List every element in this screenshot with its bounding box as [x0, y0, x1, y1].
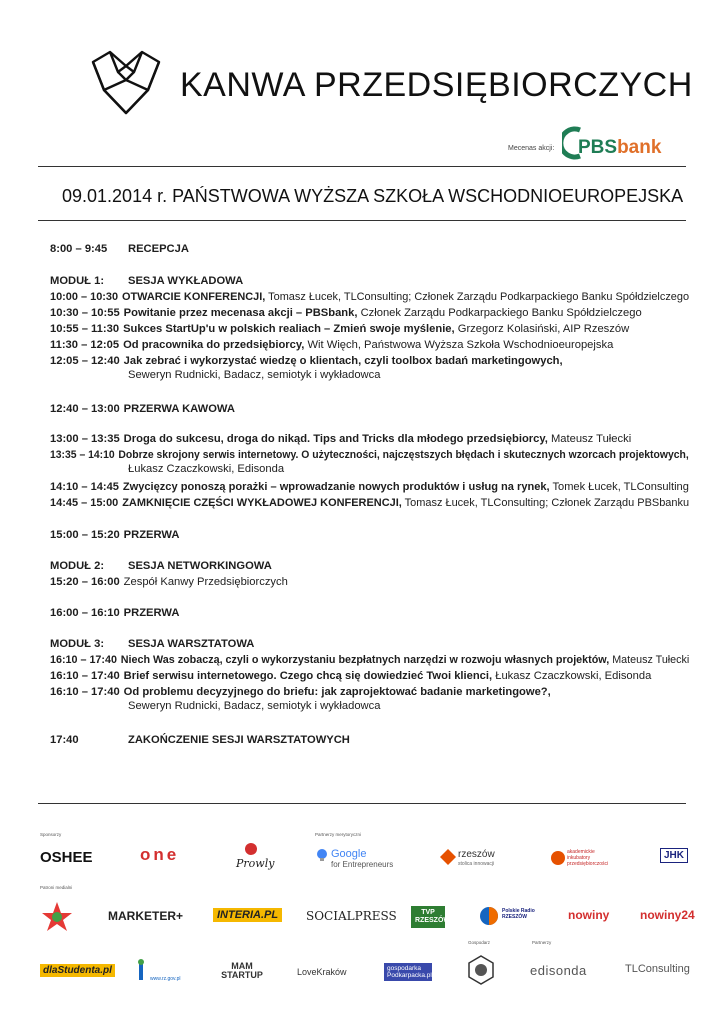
agenda-row	[50, 479, 689, 495]
agenda-detail: Seweryn Rudnicki, Badacz, semiotyk i wykładowca	[128, 369, 381, 381]
divider	[38, 803, 686, 804]
sponsor-rzeszow-sub: stolica innowacji	[458, 861, 495, 867]
agenda-detail: Mateusz Tułecki	[609, 654, 690, 666]
agenda-title: OTWARCIE KONFERENCJI,	[121, 291, 266, 303]
divider	[38, 220, 686, 221]
patron-name-b: bank	[617, 137, 662, 158]
media-gospodarka: gospodarka Podkarpacka.pl	[384, 963, 432, 981]
agenda-row	[50, 558, 272, 574]
agenda-detail: Łukasz Czaczkowski, Edisonda	[492, 670, 652, 682]
event-headline: 09.01.2014 r. PAŃSTWOWA WYŻSZA SZKOŁA WSCHODNIOEUROPEJSKA	[62, 186, 684, 206]
patron-name-a: PBS	[578, 137, 618, 158]
agenda-detail: Seweryn Rudnicki, Badacz, semiotyk i wykładowca	[128, 700, 381, 712]
agenda-title: ZAKOŃCZENIE SESJI WARSZTATOWYCH	[128, 734, 350, 746]
media-marketer: MARKETER+	[108, 909, 184, 923]
partner-tlconsulting: TLConsulting	[625, 963, 690, 975]
kanwa-logo-icon	[90, 50, 162, 116]
agenda-title: Zwycięzcy ponoszą porażki – wprowadzanie nowych produktów i usług na rynek,	[122, 481, 550, 493]
agenda-time: 11:30 – 12:05	[50, 339, 120, 351]
agenda-detail: Tomasz Łucek, TLConsulting; Członek Zarządu Podkarpackiego Banku Spółdzielczego	[265, 291, 690, 303]
agenda-time: 16:10 – 17:40	[50, 654, 117, 666]
agenda-title: Powitanie przez mecenasa akcji – PBSbank,	[123, 307, 358, 319]
agenda-time: 12:05 – 12:40	[50, 355, 120, 367]
agenda-title: PRZERWA	[123, 607, 180, 619]
agenda-row	[50, 527, 179, 543]
agenda-title: Od pracownika do przedsiębiorcy,	[123, 339, 305, 351]
agenda-time: 14:10 – 14:45	[50, 481, 119, 493]
agenda-time: 10:55 – 11:30	[50, 323, 120, 335]
media-socialpress: SOCIALPRESS	[306, 909, 397, 923]
partners-label: Partnerzy merytoryczni	[315, 832, 362, 837]
agenda-detail: Tomek Łucek, TLConsulting	[549, 481, 689, 493]
agenda-detail: Wit Więch, Państwowa Wyższa Szkoła Wschodnioeuropejska	[304, 339, 614, 351]
agenda-title: ZAMKNIĘCIE CZĘŚCI WYKŁADOWEJ KONFERENCJI,	[122, 497, 402, 509]
agenda-time: 10:30 – 10:55	[50, 307, 120, 319]
agenda-title: Jak zebrać i wykorzystać wiedzę o klientach, czyli toolbox badań marketingowych,	[123, 355, 563, 367]
media-label: Patroni medialni	[40, 885, 73, 890]
agenda-row	[50, 353, 563, 369]
media-interia: INTERIA.PL	[213, 908, 282, 922]
agenda-row	[50, 289, 689, 305]
agenda-title: SESJA WYKŁADOWA	[128, 275, 244, 287]
sponsor-prowly: Prowly	[236, 857, 275, 870]
agenda-time: MODUŁ 1:	[50, 275, 105, 287]
agenda-time: 13:00 – 13:35	[50, 433, 120, 445]
aip-icon	[550, 850, 566, 866]
sponsor-jhk: JHK	[660, 848, 688, 863]
sponsor-google-sub: for Entrepreneurs	[331, 860, 394, 869]
agenda-title: PRZERWA KAWOWA	[123, 403, 235, 415]
agenda-row	[50, 668, 651, 684]
agenda-time: 16:10 – 17:40	[50, 670, 120, 682]
agenda-title: PRZERWA	[123, 529, 180, 541]
agenda-time: 14:45 – 15:00	[50, 497, 119, 509]
agenda-title: Droga do sukcesu, droga do nikąd. Tips and Tricks dla młodego przedsiębiorcy,	[123, 433, 548, 445]
agenda-row	[50, 636, 254, 652]
radio-icon	[479, 906, 499, 926]
google-bulb-icon	[315, 848, 329, 862]
media-star-icon	[40, 900, 74, 934]
rzeszow-icon	[440, 849, 456, 865]
sponsor-aip: akademickie inkubatory przedsiębiorczości	[567, 849, 609, 867]
rz-gov-icon	[132, 958, 150, 982]
agenda-row	[50, 241, 189, 257]
media-nowiny24: nowiny24	[640, 908, 695, 922]
prowly-icon	[244, 842, 258, 856]
agenda-detail: Łukasz Czaczkowski, Edisonda	[128, 463, 285, 475]
media-tvp: TVP RZESZÓW	[411, 906, 445, 928]
agenda-row	[50, 574, 288, 590]
agenda-title: Od problemu decyzyjnego do briefu: jak zaprojektować badanie marketingowe?,	[123, 686, 551, 698]
agenda-detail: Zespół Kanwy Przedsiębiorczych	[123, 576, 288, 588]
patron-label: Mecenas akcji:	[508, 145, 555, 152]
sponsors-label: Sponsorzy	[40, 832, 62, 837]
agenda-row	[50, 684, 551, 700]
agenda-title: SESJA WARSZTATOWA	[128, 638, 255, 650]
divider	[38, 166, 686, 167]
agenda-row	[50, 495, 689, 511]
agenda-time: 15:00 – 15:20	[50, 529, 120, 541]
media-nowiny: nowiny	[568, 908, 610, 922]
sponsor-oshee: OSHEE	[40, 849, 93, 866]
sponsor-rzeszow: rzeszów	[458, 849, 495, 860]
agenda-title: SESJA NETWORKINGOWA	[128, 560, 272, 572]
agenda-time: MODUŁ 2:	[50, 560, 105, 572]
agenda-title: Brief serwisu internetowego. Czego chcą się dowiedzieć Twoi klienci,	[123, 670, 493, 682]
agenda-row	[50, 605, 179, 621]
agenda-time: 17:40	[50, 734, 79, 746]
agenda-row	[50, 305, 642, 321]
agenda-time: 8:00 – 9:45	[50, 243, 108, 255]
agenda-row-continuation	[128, 369, 380, 381]
partners2-label: Partnerzy	[532, 940, 552, 945]
partner-edisonda: edisonda	[530, 963, 587, 978]
agenda-row	[50, 652, 689, 668]
agenda-time: MODUŁ 3:	[50, 638, 105, 650]
agenda-title: Dobrze skrojony serwis internetowy. O użyteczności, najczęstszych błędach i skutecznych wzorcach projektowych,	[118, 449, 689, 461]
agenda-detail: Tomasz Łucek, TLConsulting; Członek Zarządu PBSbanku	[401, 497, 690, 509]
host-label: Gospodarz	[468, 940, 491, 945]
agenda-row	[50, 337, 613, 353]
agenda-detail: Grzegorz Kolasiński, AIP Rzeszów	[454, 323, 630, 335]
media-mamstartup: MAM STARTUP	[221, 961, 263, 980]
agenda-title: RECEPCJA	[128, 243, 189, 255]
agenda-row	[50, 321, 629, 337]
agenda-time: 15:20 – 16:00	[50, 576, 120, 588]
agenda-detail: Mateusz Tułecki	[547, 433, 632, 445]
host-crest-icon	[468, 955, 494, 985]
agenda-time: 16:10 – 17:40	[50, 686, 120, 698]
agenda-row	[50, 431, 631, 447]
sponsor-one: one	[140, 845, 180, 864]
agenda-row	[50, 732, 350, 748]
page-title: KANWA PRZEDSIĘBIORCZYCH	[180, 66, 693, 104]
agenda-row	[50, 401, 235, 417]
patron-logo	[578, 137, 661, 159]
agenda-time: 10:00 – 10:30	[50, 291, 119, 303]
agenda-row	[50, 447, 689, 463]
sponsor-google: Google	[331, 848, 367, 860]
agenda-title: Niech Was zobaczą, czyli o wykorzystaniu bezpłatnych narzędzi w rozwoju własnych projektów,	[120, 654, 610, 666]
agenda-time: 13:35 – 14:10	[50, 449, 115, 461]
agenda-time: 16:00 – 16:10	[50, 607, 120, 619]
media-dlastudenta: dlaStudenta.pl	[40, 964, 115, 977]
agenda-row	[50, 273, 243, 289]
agenda-time: 12:40 – 13:00	[50, 403, 120, 415]
agenda-row-continuation	[128, 700, 380, 712]
agenda-title: Sukces StartUp'u w polskich realiach – Zmień swoje myślenie,	[123, 323, 455, 335]
media-lovekrakow: LoveKraków	[297, 967, 347, 977]
media-radio: Polskie Radio RZESZÓW	[502, 908, 535, 920]
agenda-detail: Członek Zarządu Podkarpackiego Banku Spółdzielczego	[357, 307, 642, 319]
media-rzgov: www.rz.gov.pl	[150, 976, 181, 982]
agenda-row-continuation	[128, 463, 284, 475]
